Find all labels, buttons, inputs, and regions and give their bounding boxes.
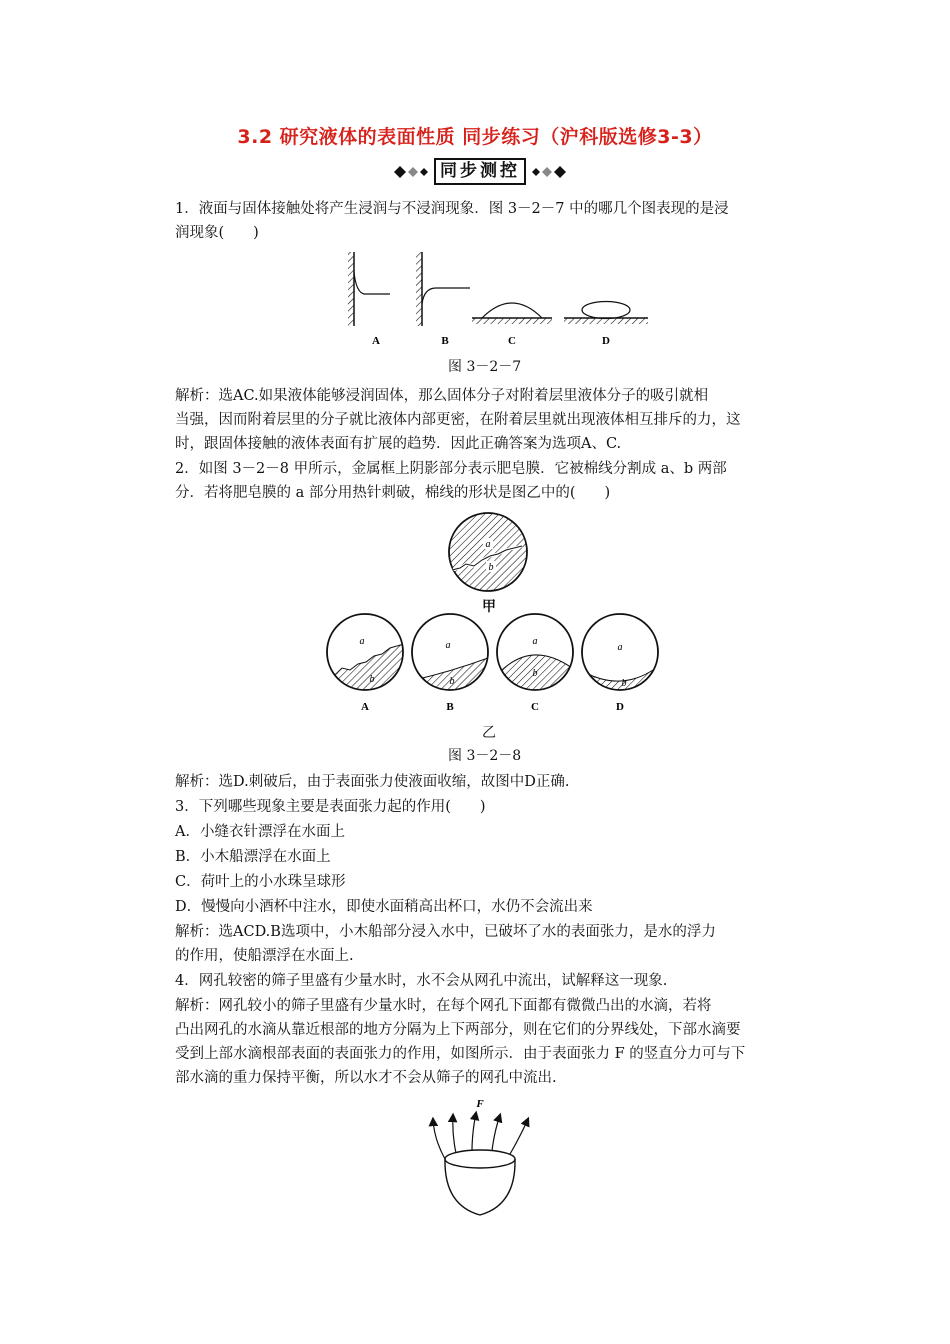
- opt-d-region-a: a: [617, 642, 623, 653]
- q3-answer-line2: 的作用，使船漂浮在水面上.: [175, 948, 354, 964]
- opt-b-region-a: a: [445, 640, 451, 651]
- yi-label-b: B: [446, 701, 454, 713]
- q4-answer-line2: 凸出网孔的水滴从靠近根部的地方分隔为上下两部分，则在它们的分界线处，下部水滴要: [175, 1022, 741, 1038]
- q2-answer: 解析：选D.刺破后，由于表面张力使液面收缩，故图中D正确.: [175, 774, 570, 790]
- yi-label: 乙: [482, 725, 496, 741]
- fig-c-droplet: [472, 303, 552, 324]
- q1-question-line2: 润现象( ): [175, 225, 259, 241]
- figure-jia-soap-film: [446, 510, 530, 594]
- q3-question: 3．下列哪些现象主要是表面张力起的作用( ): [175, 799, 486, 815]
- fig-3-2-7-caption: 图 3－2－7: [448, 359, 522, 375]
- fig-b-container-wall: [416, 252, 470, 326]
- opt-a-region-b: b: [369, 674, 375, 685]
- diamond-ornament-right-icon: [528, 164, 568, 180]
- q4-question: 4．网孔较密的筛子里盛有少量水时，水不会从网孔中流出，试解释这一现象.: [175, 973, 668, 989]
- force-label: F: [476, 1098, 484, 1110]
- jia-region-b-label: b: [488, 562, 494, 573]
- fig-label-d: D: [602, 335, 610, 347]
- fig-label-b: B: [441, 335, 449, 347]
- jia-label: 甲: [482, 599, 496, 615]
- yi-label-a: A: [361, 701, 369, 713]
- q3-option-a: A．小缝衣针漂浮在水面上: [175, 824, 345, 840]
- opt-d-region-b: b: [621, 678, 627, 689]
- figure-droplet-surface-tension: [420, 1095, 540, 1227]
- q3-option-c: C．荷叶上的小水珠呈球形: [175, 874, 346, 890]
- q4-answer-line3: 受到上部水滴根部表面的表面张力的作用，如图所示．由于表面张力 F 的竖直分力可与下: [175, 1046, 746, 1062]
- document-title: 3.2 研究液体的表面性质 同步练习（沪科版选修3-3）: [237, 126, 713, 148]
- q4-answer-line4: 部水滴的重力保持平衡，所以水才不会从筛子的网孔中流出.: [175, 1070, 557, 1086]
- jia-region-a-label: a: [485, 539, 491, 550]
- q1-answer-line2: 当强，因而附着层里的分子就比液体内部更密，在附着层里就出现液体相互排斥的力，这: [175, 412, 741, 428]
- figure-yi-options: [322, 610, 662, 716]
- q1-answer-line1: 解析：选AC.如果液体能够浸润固体，那么固体分子对附着层里液体分子的吸引就相: [175, 388, 709, 404]
- diamond-ornament-left-icon: [392, 164, 432, 180]
- q3-option-d: D．慢慢向小酒杯中注水，即使水面稍高出杯口，水仍不会流出来: [175, 899, 593, 915]
- yi-label-c: C: [531, 701, 539, 713]
- opt-c-region-b: b: [532, 668, 538, 679]
- fig-3-2-8-caption: 图 3－2－8: [448, 748, 522, 764]
- q1-answer-line3: 时，跟固体接触的液体表面有扩展的趋势．因此正确答案为选项A、C.: [175, 436, 622, 452]
- opt-b-region-b: b: [449, 676, 455, 687]
- banner-label: 同步测控: [434, 158, 526, 185]
- q2-question-line2: 分．若将肥皂膜的 a 部分用热针刺破，棉线的形状是图乙中的( ): [175, 485, 611, 501]
- q3-answer-line1: 解析：选ACD.B选项中，小木船部分浸入水中，已破坏了水的表面张力，是水的浮力: [175, 924, 716, 940]
- section-banner: [392, 158, 568, 188]
- q3-option-b: B．小木船漂浮在水面上: [175, 849, 331, 865]
- fig-label-c: C: [508, 335, 516, 347]
- fig-label-a: A: [372, 335, 380, 347]
- q1-question-line1: 1．液面与固体接触处将产生浸润与不浸润现象．图 3－2－7 中的哪几个图表现的是浸: [175, 201, 729, 217]
- fig-d-droplet: [564, 302, 648, 325]
- fig-a-container-wall: [348, 252, 390, 326]
- q4-answer-line1: 解析：网孔较小的筛子里盛有少量水时，在每个网孔下面都有微微凸出的水滴，若将: [175, 998, 712, 1014]
- q2-question-line1: 2．如图 3－2－8 甲所示，金属框上阴影部分表示肥皂膜．它被棉线分割成 a、b 两部: [175, 461, 727, 477]
- opt-a-region-a: a: [359, 636, 365, 647]
- opt-c-region-a: a: [532, 636, 538, 647]
- figure-3-2-7: [340, 248, 660, 348]
- yi-label-d: D: [616, 701, 624, 713]
